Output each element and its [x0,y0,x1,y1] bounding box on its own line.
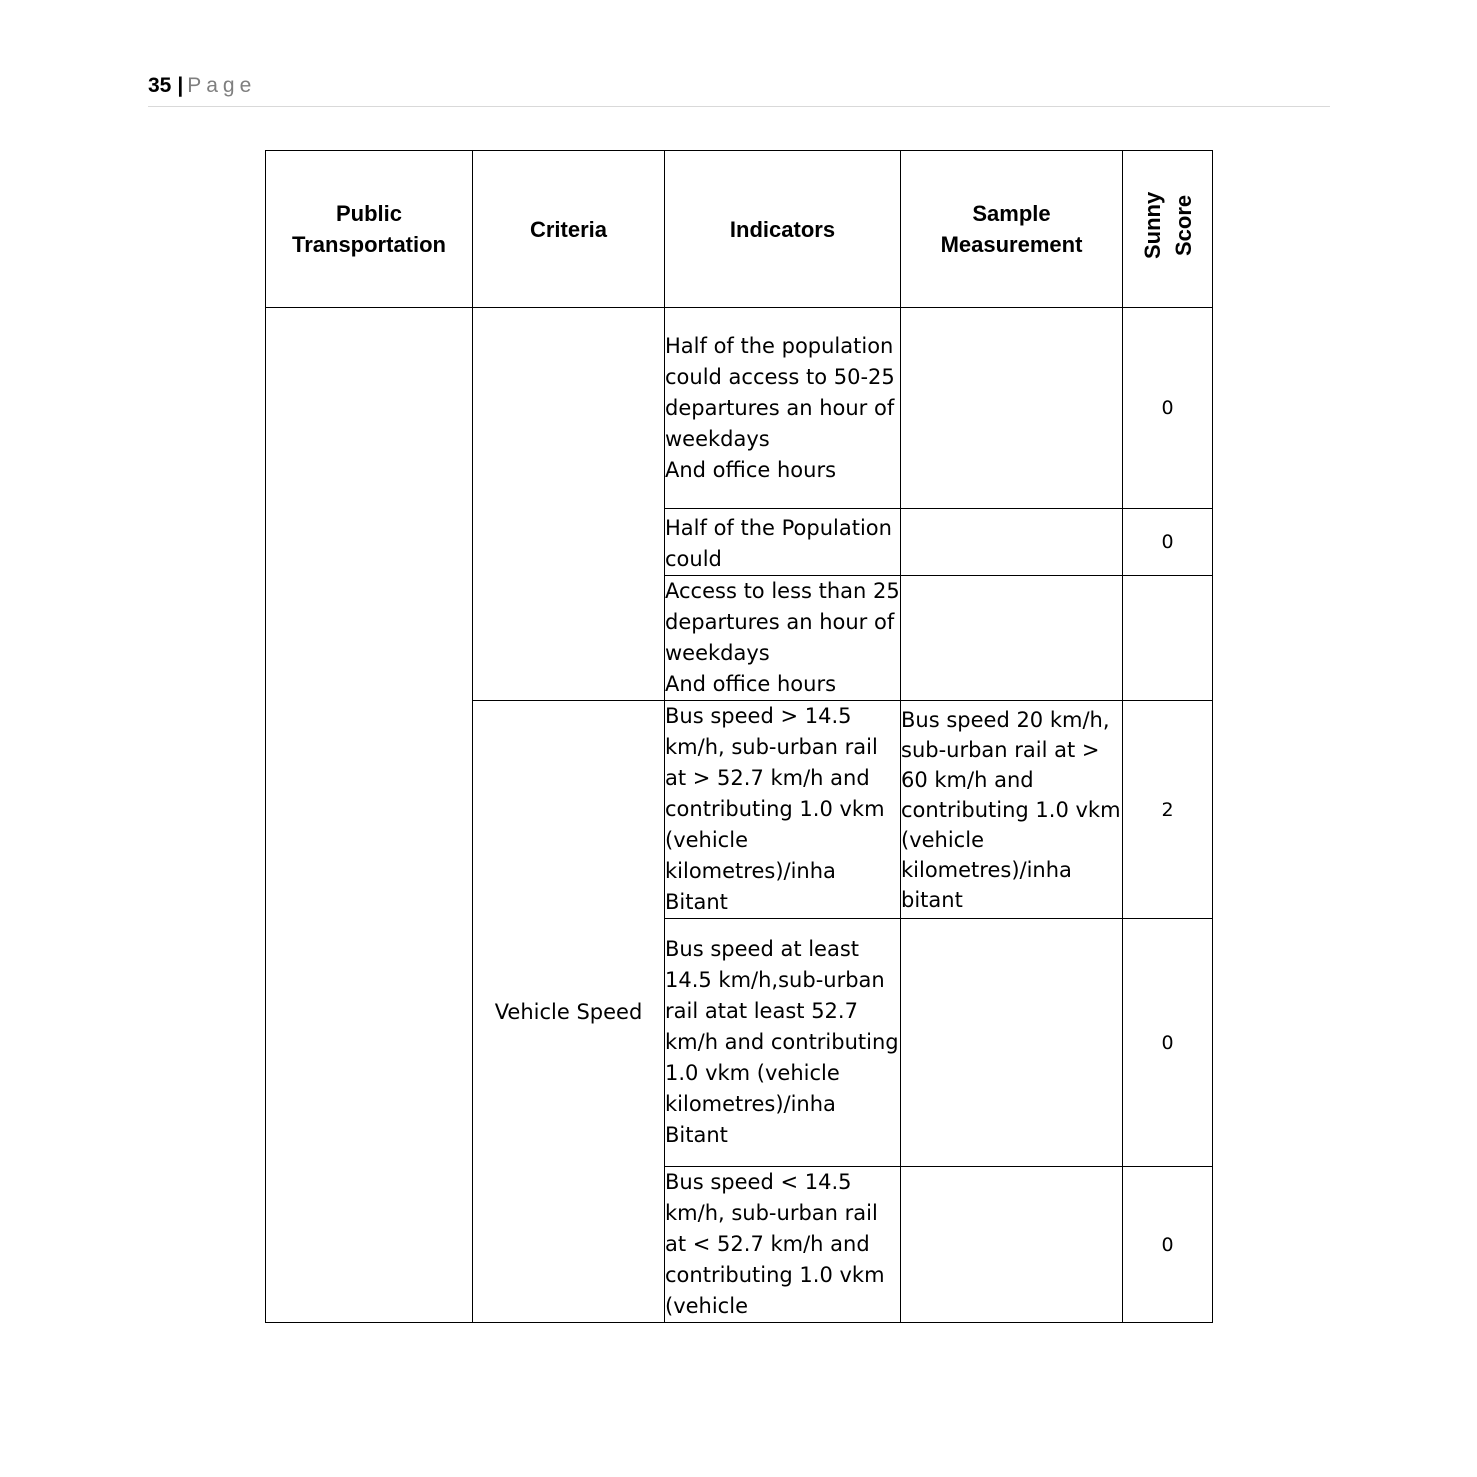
score-cell: 0 [1123,919,1213,1167]
score-cell [1123,576,1213,701]
sample-measurement-cell [901,576,1123,701]
criteria-cell [473,308,665,701]
page-number: 35 [148,74,172,97]
score-cell: 0 [1123,509,1213,576]
sample-measurement-cell [901,308,1123,509]
indicator-cell: Access to less than 25 departures an hour of weekdays And office hours [665,576,901,701]
page-separator: | [177,74,184,97]
sample-measurement-cell [901,919,1123,1167]
sample-measurement-cell [901,509,1123,576]
score-cell: 0 [1123,308,1213,509]
score-cell: 2 [1123,701,1213,919]
indicator-cell: Half of the Population could [665,509,901,576]
header-sample-measurement: Sample Measurement [901,151,1123,308]
indicator-table [265,150,1213,1323]
header-criteria: Criteria [473,151,665,308]
page-label: Page [187,74,257,97]
page-header [148,74,1330,107]
indicator-cell: Bus speed > 14.5 km/h, sub-urban rail at > 52.7 km/h and contributing 1.0 vkm (vehicle kilometres)/inha Bitant [665,701,901,919]
header-indicators: Indicators [665,151,901,308]
score-cell: 0 [1123,1167,1213,1323]
sample-measurement-cell [901,1167,1123,1323]
indicator-cell: Bus speed < 14.5 km/h, sub-urban rail at < 52.7 km/h and contributing 1.0 vkm (vehicle [665,1167,901,1323]
sample-measurement-cell: Bus speed 20 km/h, sub-urban rail at > 60 km/h and contributing 1.0 vkm (vehicle kilometres)/inha bitant [901,701,1123,919]
indicator-cell: Bus speed at least 14.5 km/h,sub-urban rail atat least 52.7 km/h and contributing 1.0 vkm (vehicle kilometres)/inha Bitant [665,919,901,1167]
public-transportation-cell [266,308,473,1323]
header-sunny-score: Sunny Score [1123,151,1213,308]
table-row [266,308,1213,509]
criteria-cell: Vehicle Speed [473,701,665,1323]
header-public-transportation: Public Transportation [266,151,473,308]
indicator-cell: Half of the population could access to 50-25 departures an hour of weekdays And office hours [665,308,901,509]
header-row [266,151,1213,308]
